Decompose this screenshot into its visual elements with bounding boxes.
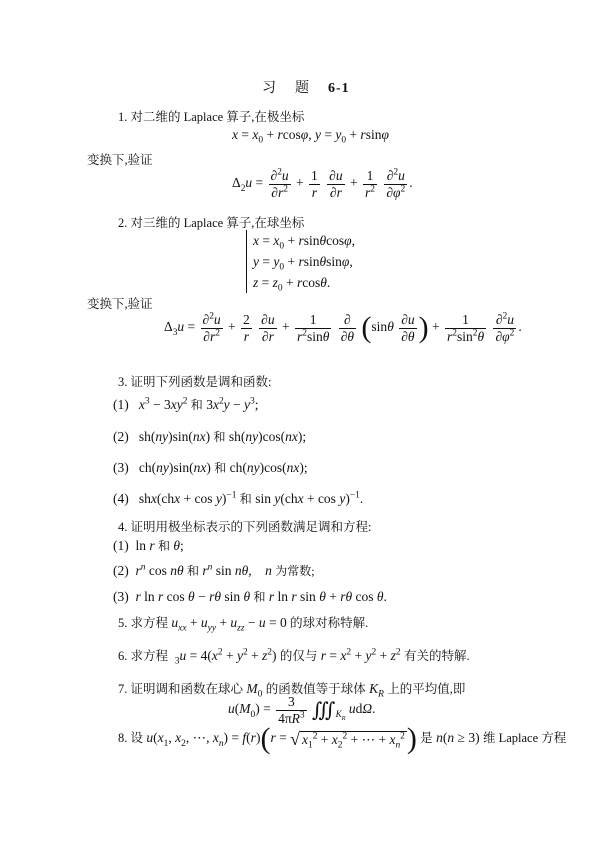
title-number: 6-1 [328,81,350,96]
label-4: (4) [113,491,129,506]
title-char-2: 题 [295,81,310,96]
problem-1-polar-eq: $x = x_0 + rcos\varphi$, $y = y_0 + rsin\varphi$ [232,127,389,146]
problem-6: 6. 求方程 $_3u = 4(x^2 + y^2 + z^2)$ 的仅与 $r = x^2 + y^2 + z^2$ 有关的特解. [118,647,470,667]
problem-4-part-1: (1) ln r 和 θ; [113,538,184,553]
page-title [262,77,350,97]
problem-8: 8. 设 $u(x_1$, $x_2$, ⋯, $x_n) = f(r)(r$ = √ $x_1^2 + x_2^2$ + ⋯ + $x_n^2$) 是 n(n ≥ 3) 维 Laplace 方程 [118,722,567,755]
problem-3-part-2: (2) sh(ny)sin(nx) 和 sh(ny)cos(nx); [113,429,307,444]
problem-3-intro: 3. 证明下列函数是调和函数: [118,375,272,389]
and-text: 和 [214,461,227,475]
label-1: (1) [113,397,129,412]
label-3: (3) [113,460,129,475]
problem-2-transform: 变换下,验证 [87,297,153,311]
problem-2-laplace-eq: $\Delta_3u$ = $\frac{\partial^2u}{\partial r^2}$ + $\frac{2}{r}$ $\frac{\partial u}{\partial r}$ + $\frac{1}{r^2\sin\theta}$ $\frac{\partial}{\partial\theta}$ (sinθ $\frac{\partial u}{\partial\theta}$ ) + $\frac{1}{r^2\sin^2\theta}$ $\frac{\partial^2u}{\partial\varphi^2}$ . [164,311,522,345]
and-text: 和 [239,492,252,506]
problem-5: 5. 求方程 $u_{xx} + u_{yy} + u_{zz} - u = 0$ 的球对称特解. [118,615,369,634]
problem-1-transform: 变换下,验证 [87,153,153,167]
title-char-1: 习 [262,81,277,96]
problem-3-part-4: (4) shx(chx + cos y)$^{-1}$ 和 sin y(chx + cos y)$^{-1}$. [113,490,364,506]
and-text: 和 [213,430,226,444]
problem-2-spherical-system: $x = x_0 + rsin\theta\cos\varphi$, $y = y_0 + rsin\theta\sin\varphi$, $z = z_0 + rcos\theta$. [246,230,355,293]
problem-3-part-1: (1) $x^3 - 3xy^2$ 和 $3x^2y - y^3$; [113,396,259,412]
problem-4-part-3: (3) r ln r cos θ − rθ sin θ 和 r ln r sin θ + rθ cos θ. [113,589,387,604]
problem-7: 7. 证明调和函数在球心 $M_0$ 的函数值等于球体 $K_R$ 上的平均值,即 [118,681,466,700]
problem-4-part-2: (2) $r^n$ cos nθ 和 $r^n$ sin nθ, n 为常数; [113,562,315,578]
problem-2-intro: 2. 对三维的 Laplace 算子,在球坐标 [118,216,305,230]
label-2: (2) [113,429,129,444]
and-text: 和 [190,398,203,412]
problem-1-intro: 1. 对二维的 Laplace 算子,在极坐标 [118,110,305,124]
problem-7-mean-value-eq: $u(M_0)$ = $\frac{3}{4\pi R^3}$ $∭_{K_R}$ udΩ. [228,694,376,726]
problem-1-laplace-eq: $\Delta_2u$ = $\frac{\partial^2u}{\partial r^2}$ + $\frac{1}{r}$ $\frac{\partial u}{\partial r}$ + $\frac{1}{r^2}$ $\frac{\partial^2u}{\partial\varphi^2}$ . [232,167,413,200]
problem-3-part-3: (3) ch(ny)sin(nx) 和 ch(ny)cos(nx); [113,460,308,475]
problem-4-intro: 4. 证明用极坐标表示的下列函数满足调和方程: [118,520,372,534]
const-text: 为常数; [275,564,315,578]
